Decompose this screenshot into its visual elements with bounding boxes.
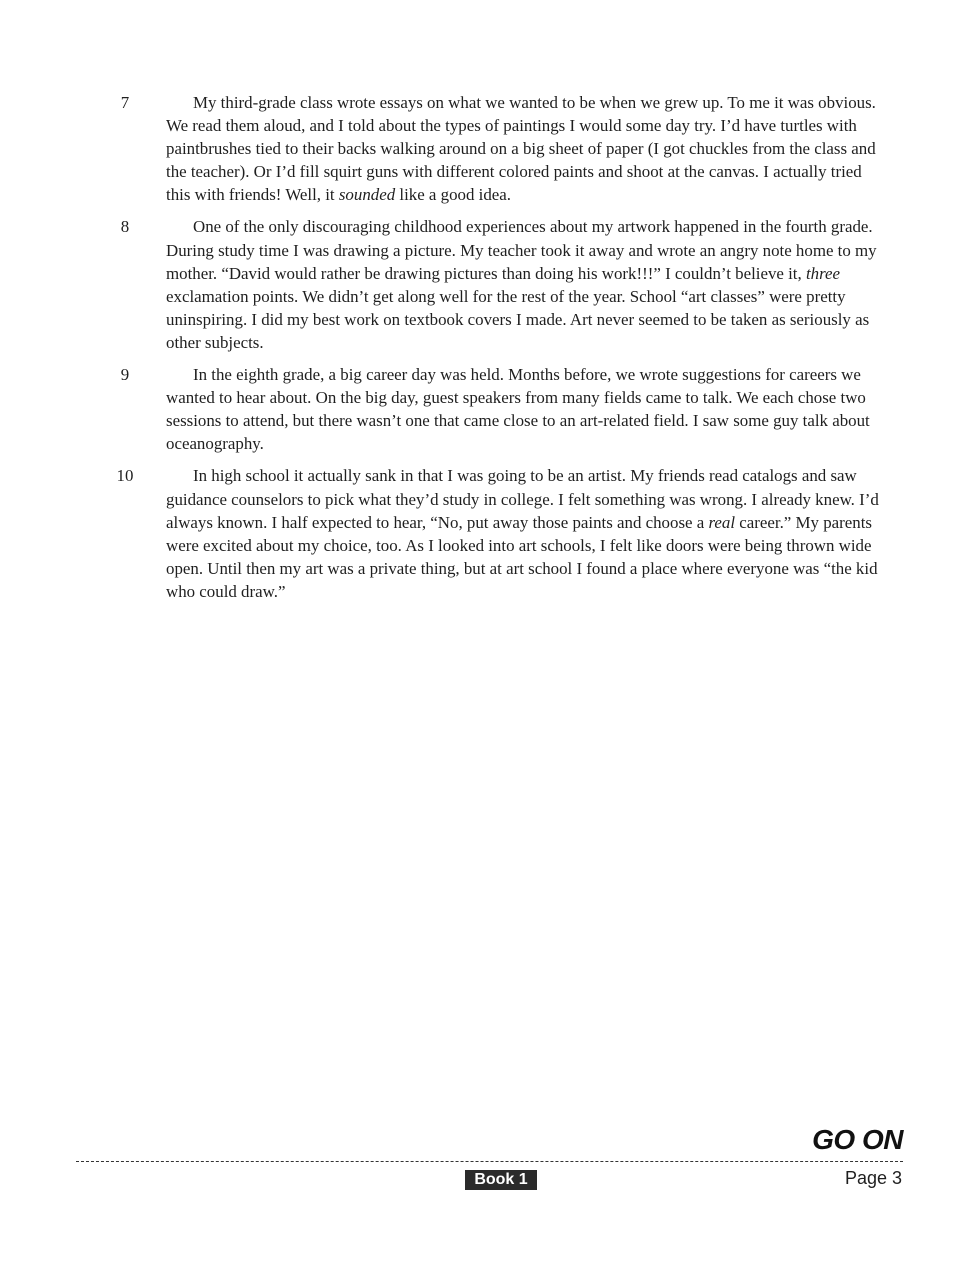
paragraph-8 <box>110 215 890 354</box>
paragraph-text: In high school it actually sank in that I was going to be an artist. My friends read catalogs and saw guidance counselors to pick what they’d study in college. I felt something was wrong. I already knew. I’d always known. I half expected to hear, “No, put away those paints and choose a real career.” My parents were excited about my choice, too. As I looked into art schools, I felt like doors were being thrown wide open. Until then my art was a private thing, but at art school I found a place where everyone was “the kid who could draw.” <box>166 466 879 601</box>
paragraph-number: 10 <box>116 466 134 486</box>
paragraph-number: 8 <box>120 217 130 237</box>
paragraph-text: In the eighth grade, a big career day was held. Months before, we wrote suggestions for careers we wanted to hear about. On the big day, guest speakers from many fields came to talk. We each chose two sessions to attend, but there wasn’t one that came close to an art-related field. I saw some guy talk about oceanography. <box>166 365 870 454</box>
paragraph-number: 7 <box>120 93 130 112</box>
footer-dashed-divider <box>76 1161 903 1162</box>
paragraph-9 <box>110 363 890 455</box>
paragraph-7 <box>110 91 890 206</box>
paragraph-text: One of the only discouraging childhood experiences about my artwork happened in the fourth grade. During study time I was drawing a picture. My teacher took it away and wrote an angry note home to my mother. “David would rather be drawing pictures than doing his work!!!” I couldn’t believe it, three exclamation points. We didn’t get along well for the rest of the year. School “art classes” were pretty uninspiring. I did my best work on textbook covers I made. Art never seemed to be taken as seriously as other subjects. <box>166 217 877 352</box>
paragraph-text: My third-grade class wrote essays on what we wanted to be when we grew up. To me it was obvious. We read them aloud, and I told about the types of paintings I would some day try. I’d have turtles with paintbrushes tied to their backs walking around on a big sheet of paper (I got chuckles from the class and the teacher). Or I’d fill squirt guns with different colored paints and shoot at the canvas. I actually tried this with friends! Well, it sounded like a good idea. <box>166 93 876 205</box>
italic-emphasis: real <box>708 512 736 532</box>
italic-emphasis: sounded <box>338 185 396 205</box>
passage <box>110 91 890 612</box>
paragraph-10 <box>110 464 890 603</box>
go-on-label: GO ON <box>812 1124 903 1155</box>
italic-emphasis: three <box>805 263 841 283</box>
paragraph-number: 9 <box>120 365 130 385</box>
page-number: Page 3 <box>844 1168 902 1188</box>
book-label-badge: Book 1 <box>465 1170 537 1190</box>
